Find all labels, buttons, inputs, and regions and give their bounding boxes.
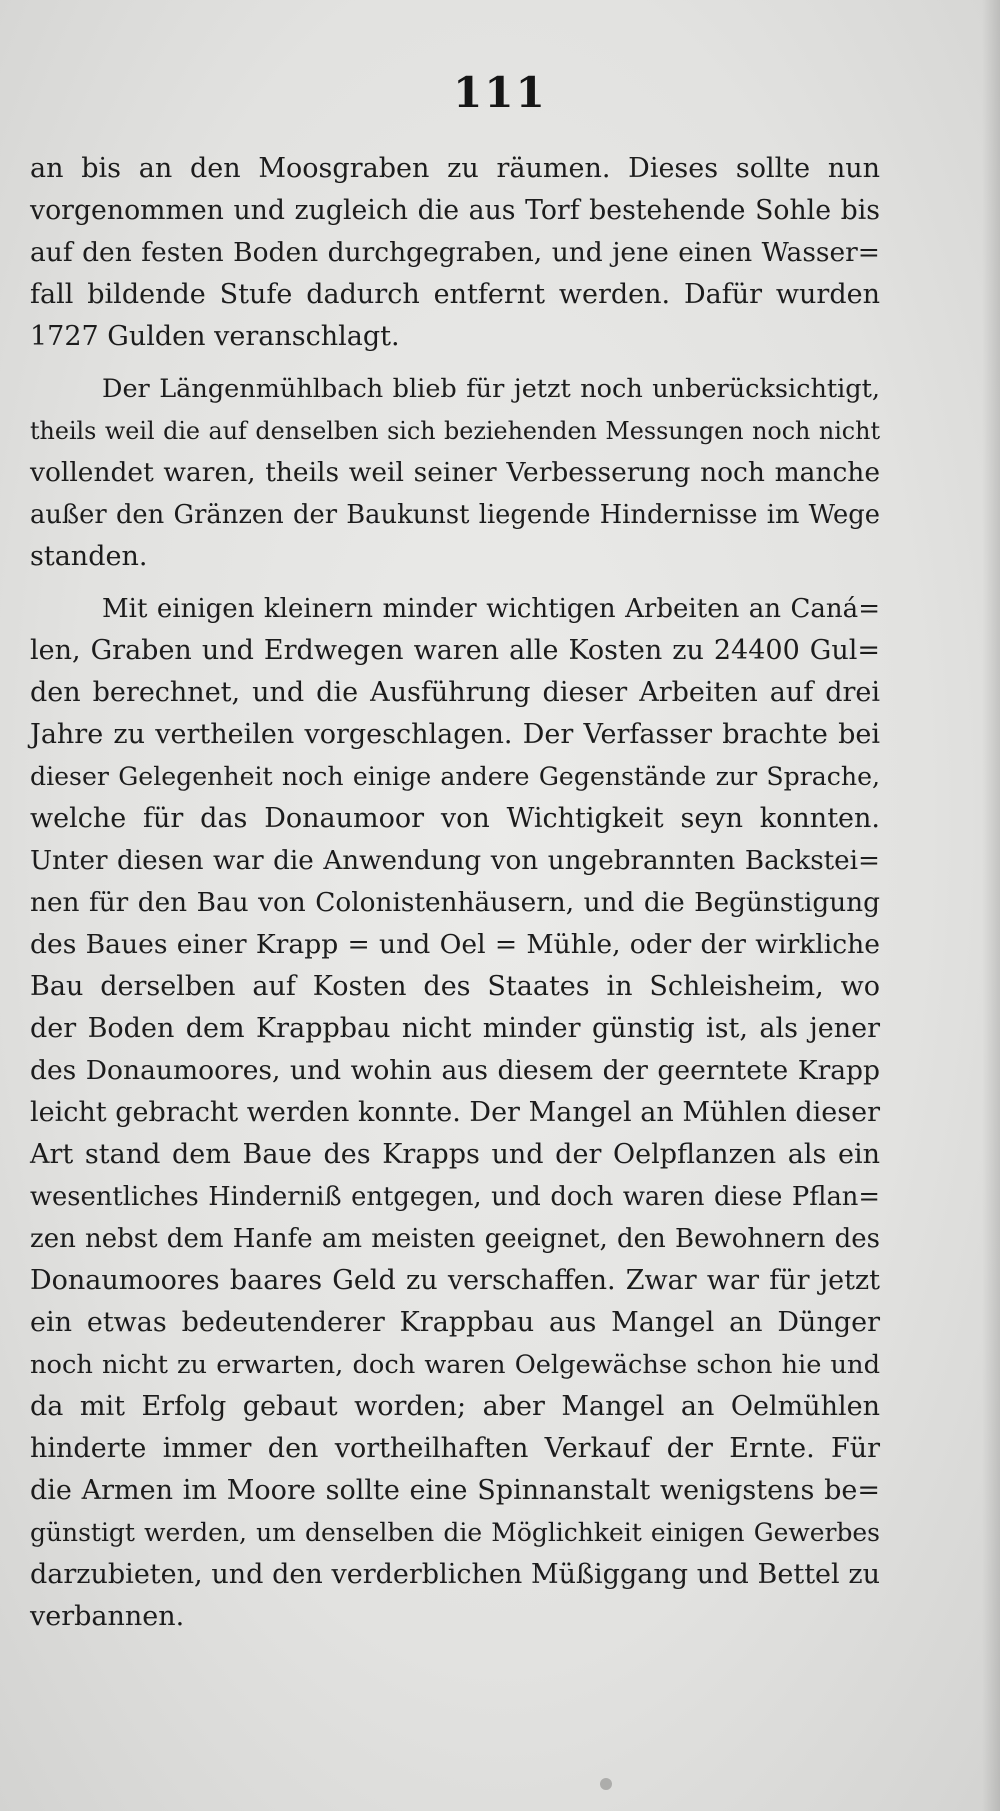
page-number: 111 bbox=[453, 68, 547, 117]
text-line: Donaumoores baares Geld zu verschaffen. Zwar war für jetzt bbox=[30, 1265, 880, 1296]
text-line: des Donaumoores, und wohin aus diesem der geerntete Krapp bbox=[30, 1055, 880, 1086]
text-line: außer den Gränzen der Baukunst liegende Hindernisse im Wege bbox=[30, 500, 880, 530]
text-line: theils weil die auf denselben sich beziehenden Messungen noch nicht bbox=[30, 417, 880, 445]
text-line: hinderte immer den vortheilhaften Verkauf der Ernte. Für bbox=[30, 1433, 880, 1464]
text-line: Jahre zu vertheilen vorgeschlagen. Der Verfasser brachte bei bbox=[30, 719, 880, 750]
text-line: standen. bbox=[30, 541, 148, 572]
text-line: noch nicht zu erwarten, doch waren Oelgewächse schon hie und bbox=[30, 1350, 880, 1380]
text-line: der Boden dem Krappbau nicht minder günstig ist, als jener bbox=[30, 1013, 880, 1044]
paragraph-1 bbox=[30, 148, 880, 358]
text-line: wesentliches Hinderniß entgegen, und doch waren diese Pflan= bbox=[30, 1182, 880, 1212]
text-line: Der Längenmühlbach blieb für jetzt noch unberücksichtigt, bbox=[102, 374, 880, 404]
paragraph-3 bbox=[30, 588, 880, 1638]
paragraph-gap bbox=[30, 358, 880, 368]
text-line: da mit Erfolg gebaut worden; aber Mangel an Oelmühlen bbox=[30, 1391, 880, 1422]
text-line: die Armen im Moore sollte eine Spinnanstalt wenigstens be= bbox=[30, 1475, 880, 1506]
text-line: nen für den Bau von Colonistenhäusern, und die Begünstigung bbox=[30, 888, 880, 918]
text-line: verbannen. bbox=[30, 1601, 185, 1632]
text-line: an bis an den Moosgraben zu räumen. Dieses sollte nun bbox=[30, 153, 880, 184]
text-line: welche für das Donaumoor von Wichtigkeit seyn konnten. bbox=[30, 803, 880, 834]
text-line: ein etwas bedeutenderer Krappbau aus Mangel an Dünger bbox=[30, 1307, 880, 1338]
text-line: fall bildende Stufe dadurch entfernt werden. Dafür wurden bbox=[30, 279, 880, 310]
paragraph-gap bbox=[30, 578, 880, 588]
text-line: auf den festen Boden durchgegraben, und jene einen Wasser= bbox=[30, 237, 880, 268]
text-line: zen nebst dem Hanfe am meisten geeignet, den Bewohnern des bbox=[30, 1224, 880, 1254]
text-line: den berechnet, und die Ausführung dieser Arbeiten auf drei bbox=[30, 677, 880, 708]
text-line: Mit einigen kleinern minder wichtigen Arbeiten an Caná= bbox=[102, 594, 880, 624]
text-line: vorgenommen und zugleich die aus Torf bestehende Sohle bis bbox=[30, 195, 880, 226]
text-line: 1727 Gulden veranschlagt. bbox=[30, 321, 400, 352]
ink-blot bbox=[600, 1778, 612, 1790]
text-line: günstigt werden, um denselben die Möglichkeit einigen Gewerbes bbox=[30, 1518, 880, 1547]
text-line: leicht gebracht werden konnte. Der Mangel an Mühlen dieser bbox=[30, 1097, 880, 1128]
body-text bbox=[30, 148, 880, 1638]
text-line: darzubieten, und den verderblichen Müßiggang und Bettel zu bbox=[30, 1559, 880, 1590]
text-line: len, Graben und Erdwegen waren alle Kosten zu 24400 Gul= bbox=[30, 635, 880, 666]
text-line: Bau derselben auf Kosten des Staates in Schleisheim, wo bbox=[30, 971, 880, 1002]
text-line: des Baues einer Krapp = und Oel = Mühle, oder der wirkliche bbox=[30, 929, 880, 960]
page-edge-shadow bbox=[982, 0, 1000, 1811]
text-line: dieser Gelegenheit noch einige andere Gegenstände zur Sprache, bbox=[30, 762, 880, 791]
paragraph-2 bbox=[30, 368, 880, 578]
text-line: Unter diesen war die Anwendung von ungebrannten Backstei= bbox=[30, 846, 880, 876]
text-line: Art stand dem Baue des Krapps und der Oelpflanzen als ein bbox=[30, 1139, 880, 1170]
text-line: vollendet waren, theils weil seiner Verbesserung noch manche bbox=[30, 457, 880, 488]
